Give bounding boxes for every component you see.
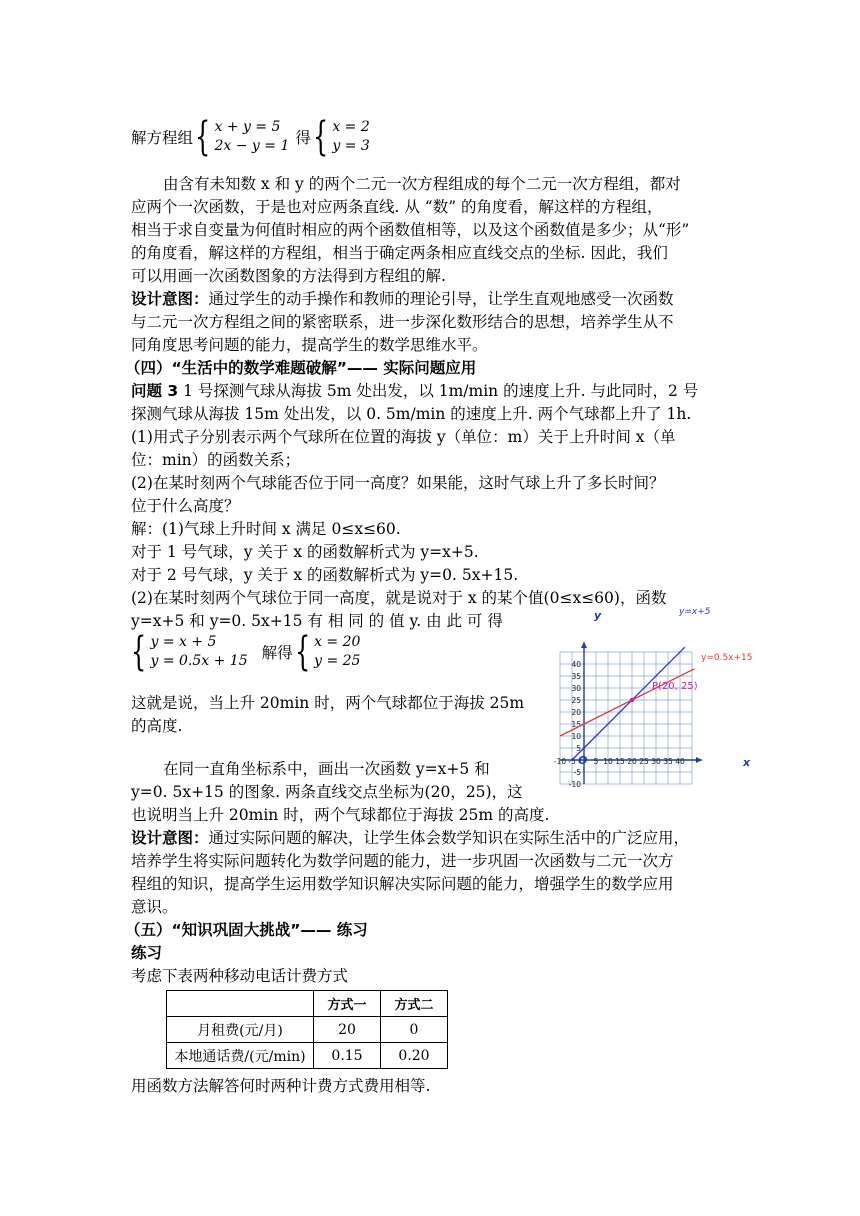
problem3-line: 对于 1 号气球，y 关于 x 的函数解析式为 y=x+5.	[131, 543, 479, 561]
y-tick-label: 25	[571, 696, 581, 705]
table-cell: 0.20	[381, 1043, 448, 1069]
intro-system	[131, 114, 370, 160]
fee-table	[166, 990, 448, 1069]
intersection-label: P(20, 25)	[652, 681, 698, 692]
para1-line: 应两个一次函数，于是也对应两条直线. 从 “数” 的角度看，解这样的方程组，	[131, 198, 663, 216]
series-label-y-x-plus-5: y=x+5	[679, 607, 711, 617]
left-brace-icon: {	[131, 629, 147, 675]
table-header-cell	[167, 991, 314, 1017]
practice-title: 练习	[131, 944, 163, 962]
left-brace-icon: {	[312, 114, 329, 160]
table-cell: 0	[381, 1017, 448, 1043]
design1-first-line	[131, 288, 674, 310]
intro-got: 得	[295, 129, 311, 147]
y-tick-label: 15	[571, 720, 581, 729]
problem3-line: 位于什么高度？	[131, 497, 240, 515]
x-tick-label: -10	[553, 757, 567, 766]
intro-solutions	[332, 118, 369, 156]
para1-line: 相当于求自变量为何值时相应的两个函数值相等，以及这个函数值是多少；从“形”	[131, 221, 690, 239]
para3-line: 也说明当上升 20min 时，两个气球都位于海拔 25m 的高度.	[131, 806, 550, 824]
left-brace-icon: {	[294, 629, 310, 675]
design2-line: 程组的知识，提高学生运用数学知识解决实际问题的能力，增强学生的数学应用	[131, 875, 674, 893]
system2-solutions	[314, 633, 360, 671]
intersection-point	[630, 698, 634, 702]
x-axis-label: x	[743, 756, 751, 769]
system2-equations	[150, 633, 247, 671]
para2-line: 的高度.	[131, 717, 183, 735]
table-row	[167, 1017, 448, 1043]
design1-text: 通过学生的动手操作和教师的理论引导，让学生直观地感受一次函数	[208, 290, 674, 308]
y-tick-label: 20	[571, 708, 581, 717]
y-tick-label: 5	[576, 744, 581, 753]
x-tick-label: 25	[639, 757, 649, 766]
system2-eq2: y = 0.5x + 15	[150, 653, 248, 669]
para1-line: 由含有未知数 x 和 y 的两个二元一次方程组成的每个二元一次方程组，都对	[163, 175, 681, 193]
table-row	[167, 1043, 448, 1069]
y-tick-label: -10	[568, 780, 581, 789]
table-cell: 0.15	[314, 1043, 381, 1069]
problem3-line: 解：(1)气球上升时间 x 满足 0≤x≤60.	[131, 520, 401, 538]
x-tick-label: 10	[603, 757, 613, 766]
x-tick-label: 15	[615, 757, 625, 766]
section5-heading: （五）“知识巩固大挑战”—— 练习	[125, 921, 368, 939]
design1-label: 设计意图：	[131, 290, 209, 308]
problem3-label: 问题 3	[131, 382, 179, 400]
tick-labels	[554, 660, 685, 789]
para2-line: 这就是说，当上升 20min 时，两个气球都位于海拔 25m	[131, 694, 525, 712]
intro-equations	[214, 118, 289, 156]
para3-line: 在同一直角坐标系中，画出一次函数 y=x+5 和	[163, 760, 490, 778]
design2-line: 培养学生将实际问题转化为数学问题的能力，进一步巩固一次函数与二元一次方	[131, 852, 674, 870]
system2	[131, 629, 361, 675]
table-header-cell: 方式二	[381, 991, 448, 1017]
problem3-line: 位：min）的函数关系；	[131, 451, 301, 469]
section4-heading: （四）“生活中的数学难题破解”—— 实际问题应用	[125, 359, 477, 377]
intro-eq2: 2x − y = 1	[214, 138, 290, 154]
origin-label: O	[578, 754, 588, 767]
problem3-line: y=x+5 和 y=0. 5x+15 有 相 同 的 值 y. 由 此 可 得	[131, 612, 503, 630]
table-cell: 20	[314, 1017, 381, 1043]
y-axis-arrow-icon	[581, 642, 587, 648]
para1-line: 可以用画一次函数图象的方法得到方程组的解.	[131, 267, 446, 285]
problem3-line: 对于 2 号气球，y 关于 x 的函数解析式为 y=0. 5x+15.	[131, 566, 519, 584]
system2-sol2: y = 25	[314, 653, 361, 669]
intro-sol2: y = 3	[332, 138, 370, 154]
x-tick-label: 5	[593, 757, 599, 766]
problem3-first-line	[131, 380, 698, 402]
para3-line: y=0. 5x+15 的图象. 两条直线交点坐标为(20，25)，这	[131, 783, 523, 801]
y-tick-label: 40	[571, 660, 581, 669]
problem3-line: 探测气球从海拔 15m 处出发，以 0. 5m/min 的速度上升. 两个气球都上升了 1h.	[131, 405, 692, 423]
x-tick-label: 20	[627, 757, 637, 766]
x-tick-label: 40	[675, 757, 685, 766]
left-brace-icon: {	[195, 114, 211, 160]
intro-sol1: x = 2	[332, 119, 370, 135]
system2-sol1: x = 20	[314, 634, 361, 650]
x-tick-label: 35	[663, 757, 673, 766]
y-tick-label: 10	[571, 732, 581, 741]
system2-got: 解得	[261, 644, 293, 662]
problem3-line: (2)在某时刻两个气球位于同一高度，就是说对于 x 的某个值(0≤x≤60)，函数	[131, 589, 667, 607]
design2-label: 设计意图：	[131, 829, 209, 847]
table-header-cell: 方式一	[314, 991, 381, 1017]
y-tick-label: 30	[571, 684, 581, 693]
x-axis-arrow-icon	[696, 757, 702, 763]
series-label-y-half-x-plus-15: y=0.5x+15	[701, 653, 753, 663]
para1-line: 的角度看，解这样的方程组，相当于确定两条相应直线交点的坐标. 因此，我们	[131, 244, 668, 262]
design1-line: 与二元一次方程组之间的紧密联系，进一步深化数形结合的思想，培养学生从不	[131, 313, 674, 331]
function-graph	[551, 602, 761, 792]
table-cell: 月租费(元/月)	[167, 1017, 314, 1043]
table-header-row	[167, 991, 448, 1017]
design2-first-line	[131, 827, 689, 849]
y-axis-label: y	[594, 609, 602, 622]
design2-line: 意识。	[131, 898, 178, 916]
y-tick-label: -5	[573, 768, 581, 777]
design2-text: 通过实际问题的解决，让学生体会数学知识在实际生活中的广泛应用，	[208, 829, 690, 847]
intro-label: 解方程组	[131, 129, 194, 147]
practice-question: 用函数方法解答何时两种计费方式费用相等.	[131, 1077, 431, 1095]
problem3-text: 1 号探测气球从海拔 5m 处出发，以 1m/min 的速度上升. 与此同时，2 号	[178, 382, 699, 400]
design1-line: 同角度思考问题的能力，提高学生的数学思维水平。	[131, 336, 488, 354]
problem3-line: (1)用式子分别表示两个气球所在位置的海拔 y（单位：m）关于上升时间 x（单	[131, 428, 676, 446]
table-cell: 本地通话费/(元/min)	[167, 1043, 314, 1069]
x-tick-label: 30	[651, 757, 661, 766]
intro-eq1: x + y = 5	[214, 119, 281, 135]
y-tick-label: 35	[571, 672, 581, 681]
system2-eq1: y = x + 5	[150, 634, 217, 650]
problem3-line: (2)在某时刻两个气球能否位于同一高度？如果能，这时气球上升了多长时间？	[131, 474, 665, 492]
x-tick-label: -5	[568, 757, 576, 766]
practice-intro: 考虑下表两种移动电话计费方式	[131, 967, 349, 985]
